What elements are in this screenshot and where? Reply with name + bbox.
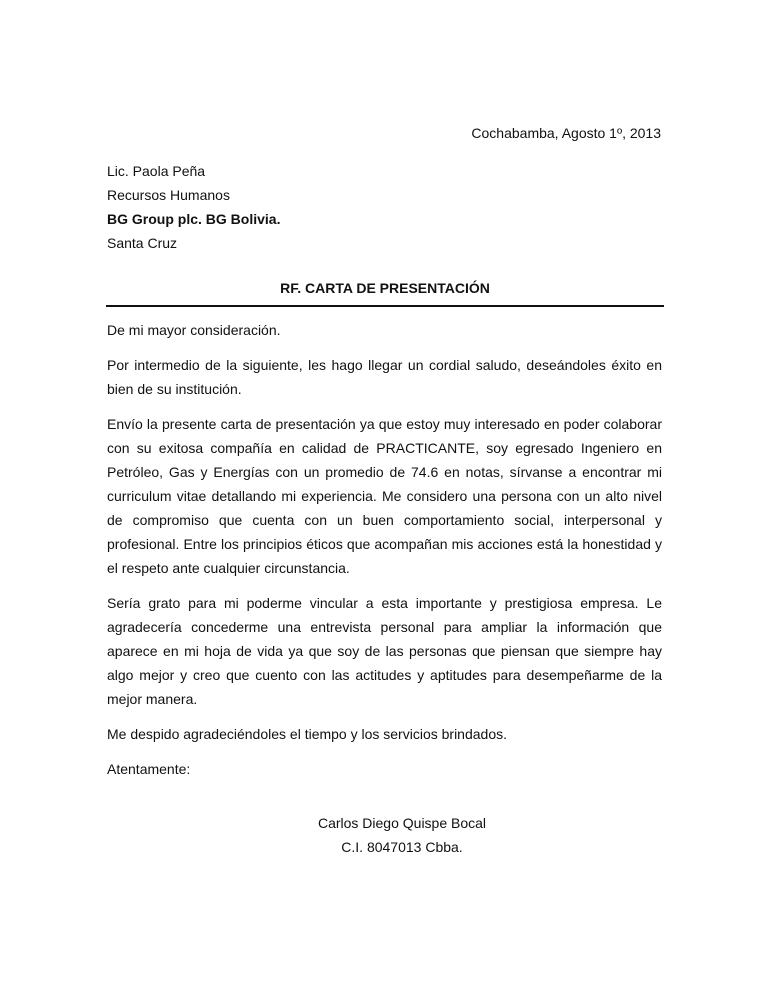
signature-id: C.I. 8047013 Cbba. [341,839,463,855]
paragraph-request: Sería grato para mi poderme vincular a esta importante y prestigiosa empresa. Le agradecería concederme una entrevista personal para ampliar la información que aparece en mi hoja de vida ya que soy de las personas que piensan que siempre hay algo mejor y creo que cuento con las actitudes y aptitudes para desempeñarme de la mejor manera. [107,595,662,707]
paragraph-presentation: Envío la presente carta de presentación ya que estoy muy interesado en poder colaborar con su exitosa compañía en calidad de PRACTICANTE, soy egresado Ingeniero en Petróleo, Gas y Energías con un promedio de 74.6 en notas, sírvanse a encontrar mi curriculum vitae detallando mi experiencia. Me considero una persona con un alto nivel de compromiso que cuenta con un buen comportamiento social, interpersonal y profesional. Entre los principios éticos que acompañan mis acciones está la honestidad y el respeto ante cualquier circunstancia. [107,416,662,576]
letter-body [107,318,662,781]
greeting: De mi mayor consideración. [107,322,281,338]
recipient-city: Santa Cruz [107,235,178,251]
recipient-department: Recursos Humanos [107,187,230,203]
signature-block [107,811,697,859]
letter-date: Cochabamba, Agosto 1º, 2013 [471,125,661,141]
recipient-company: BG Group plc. BG Bolivia. [107,211,281,227]
closing: Atentamente: [107,761,191,777]
paragraph-intro: Por intermedio de la siguiente, les hago llegar un cordial saludo, deseándoles éxito en bien de su institución. [107,357,662,397]
signature-name: Carlos Diego Quispe Bocal [317,815,487,831]
recipient-block [107,159,280,255]
letter-subject: RF. CARTA DE PRESENTACIÓN [280,280,490,296]
paragraph-farewell: Me despido agradeciéndoles el tiempo y los servicios brindados. [107,726,507,742]
subject-divider [106,305,664,307]
recipient-name: Lic. Paola Peña [107,163,206,179]
